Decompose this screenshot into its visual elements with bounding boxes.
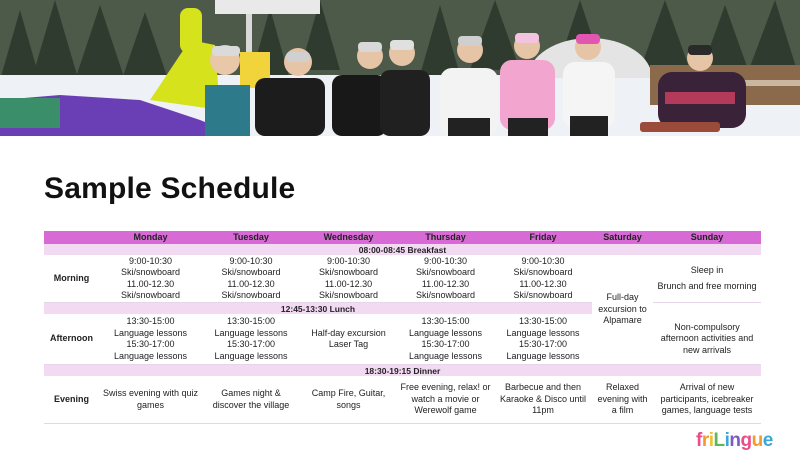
dinner-row [44, 365, 761, 377]
schedule-line: 9:00-10:30 [229, 255, 273, 266]
logo-letter: e [762, 430, 773, 451]
schedule-line: Ski/snowboard [513, 290, 573, 300]
schedule-line: Ski/snowboard [318, 267, 379, 277]
schedule-line: 15:30-17:00 [126, 339, 175, 349]
day-tuesday: Tuesday [202, 231, 300, 244]
morning-wednesday [300, 255, 397, 303]
morning-friday [494, 255, 592, 303]
logo-letter: g [740, 430, 752, 451]
day-saturday: Saturday [592, 231, 653, 244]
schedule-line: Camp Fire, Guitar, songs [311, 388, 386, 410]
afternoon-wednesday [300, 314, 397, 365]
group-ski-photo [0, 0, 800, 136]
evening-row [44, 376, 761, 424]
schedule-line: Ski/snowboard [221, 290, 281, 300]
schedule-line: Language lessons [113, 327, 188, 338]
breakfast-row [44, 244, 761, 255]
logo-letter: r [701, 430, 709, 451]
page-title: Sample Schedule [44, 172, 296, 205]
morning-tuesday [202, 255, 300, 303]
schedule-line: Language lessons [214, 350, 288, 361]
morning-sunday [653, 255, 761, 303]
day-sunday: Sunday [653, 231, 761, 244]
schedule-line: Ski/snowboard [318, 290, 379, 300]
evening-monday [99, 376, 202, 424]
schedule-line: Language lessons [113, 350, 188, 361]
schedule-line: Ski/snowboard [120, 290, 181, 300]
evening-saturday [592, 376, 653, 424]
schedule-line: Relaxed evening with a film [597, 382, 648, 416]
schedule-line: 13:30-15:00 [126, 316, 175, 326]
schedule-line: Swiss evening with quiz games [102, 388, 199, 410]
schedule-line: Language lessons [506, 327, 580, 338]
schedule-line: 9:00-10:30 [423, 255, 468, 266]
schedule-line: 11.00-12.30 [227, 278, 275, 289]
schedule-line: 13:30-15:00 [518, 316, 568, 326]
schedule-line: Ski/snowboard [415, 290, 476, 300]
evening-thursday [397, 376, 494, 424]
day-friday: Friday [494, 231, 592, 244]
schedule-table [44, 231, 761, 424]
schedule-line: Brunch and free morning [657, 280, 757, 291]
schedule-line: 13:30-15:00 [226, 316, 276, 326]
schedule-line: Arrival of new participants, icebreaker games, language tests [660, 382, 754, 416]
schedule-line: 15:30-17:00 [421, 339, 470, 349]
frilingue-logo [696, 430, 773, 452]
logo-letter: i [724, 430, 730, 451]
corner-cell [44, 231, 99, 244]
logo-letter: L [713, 430, 725, 451]
schedule-line: 9:00-10:30 [326, 255, 371, 266]
schedule-line: Language lessons [408, 327, 483, 338]
schedule-line: 15:30-17:00 [226, 339, 276, 349]
schedule-line: Ski/snowboard [221, 267, 281, 277]
afternoon-monday [99, 314, 202, 365]
evening-wednesday [300, 376, 397, 424]
schedule-line: Games night & discover the village [212, 388, 290, 410]
morning-thursday [397, 255, 494, 303]
saturday-day-cell [592, 255, 653, 365]
schedule-line: 11.00-12.30 [126, 278, 175, 289]
schedule-line: Half-day excursion [311, 327, 386, 338]
schedule-line: 11.00-12.30 [519, 278, 567, 289]
day-header-row [44, 231, 761, 244]
schedule-line: Free evening, relax! or watch a movie or Werewolf game [400, 382, 491, 416]
breakfast-band: 08:00-08:45 Breakfast [44, 244, 761, 255]
lunch-band: 12:45-13:30 Lunch [44, 303, 592, 315]
afternoon-tuesday [202, 314, 300, 365]
schedule-line: 9:00-10:30 [128, 255, 173, 266]
row-label-afternoon: Afternoon [44, 314, 99, 365]
row-label-evening: Evening [44, 376, 99, 424]
day-monday: Monday [99, 231, 202, 244]
evening-friday [494, 376, 592, 424]
schedule-line: 9:00-10:30 [521, 255, 565, 266]
afternoon-friday [494, 314, 592, 365]
afternoon-sunday [653, 314, 761, 365]
morning-monday [99, 255, 202, 303]
lunch-sunday-blank [653, 303, 761, 315]
schedule-line: Ski/snowboard [120, 267, 181, 277]
schedule-line: Barbecue and then Karaoke & Disco until 11pm [499, 382, 587, 416]
logo-letter: n [729, 430, 741, 451]
day-thursday: Thursday [397, 231, 494, 244]
morning-row [44, 255, 761, 303]
schedule-line: 13:30-15:00 [421, 316, 470, 326]
schedule-line: 11.00-12.30 [421, 278, 470, 289]
schedule-line: 11.00-12.30 [324, 278, 373, 289]
logo-letter: f [696, 430, 702, 451]
logo-letter: u [751, 430, 763, 451]
evening-tuesday [202, 376, 300, 424]
schedule-line: Language lessons [506, 350, 580, 361]
saturday-excursion: Full-day excursion to Alpamare [598, 292, 647, 326]
schedule-line: 15:30-17:00 [518, 339, 568, 349]
schedule-line: Ski/snowboard [415, 267, 476, 277]
logo-letter: i [708, 430, 714, 451]
schedule-line: Language lessons [408, 350, 483, 361]
schedule-line: Language lessons [214, 327, 288, 338]
row-label-morning: Morning [44, 255, 99, 303]
schedule-line: Non-compulsory afternoon activities and new arrivals [660, 321, 754, 355]
dinner-band: 18:30-19:15 Dinner [44, 365, 761, 377]
schedule-line: Laser Tag [328, 339, 369, 349]
afternoon-row [44, 314, 761, 365]
schedule-line: Sleep in [690, 265, 724, 275]
lunch-row [44, 303, 761, 315]
evening-sunday [653, 376, 761, 424]
schedule-line: Ski/snowboard [513, 267, 573, 277]
day-wednesday: Wednesday [300, 231, 397, 244]
afternoon-thursday [397, 314, 494, 365]
